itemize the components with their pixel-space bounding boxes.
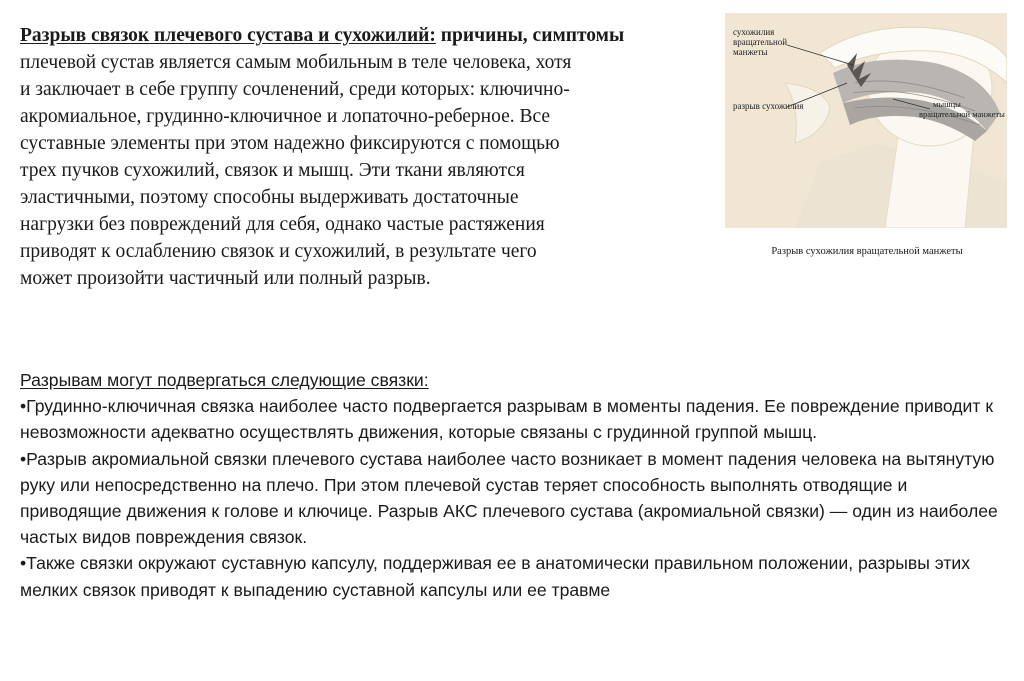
- label-tendons-2: вращательной: [733, 37, 788, 47]
- intro-line: нагрузки без повреждений для себя, однако частые растяжения: [20, 214, 545, 235]
- ligaments-section: [20, 367, 1010, 603]
- intro-line: эластичными, поэтому способны выдерживать достаточные: [20, 187, 519, 208]
- ligament-bullet: •Разрыв акромиальной связки плечевого сустава наиболее часто возникает в момент падения человека на вытянутую руку или непосредственно на плечо. При этом плечевой сустав теряет способность выполнять отводящие и приводящие движения к голове и ключице. Разрыв АКС плечевого сустава (акромиальной связки) — один из наиболее частых видов повреждения связок.: [20, 448, 998, 548]
- ligament-bullet: •Также связки окружают суставную капсулу, поддерживая ее в анатомически правильном положении, разрывы этих мелких связок приводят к выпадению суставной капсулы или ее травме: [20, 553, 971, 600]
- label-rupture: разрыв сухожилия: [733, 101, 804, 111]
- label-muscles-2: вращательной манжеты: [919, 109, 1005, 119]
- intro-line: акромиальное, грудинно-ключичное и лопаточно-реберное. Все: [20, 106, 551, 127]
- label-muscles-1: мышцы: [933, 99, 961, 109]
- intro-block: [20, 22, 720, 292]
- shoulder-drawing: [725, 13, 1007, 228]
- ligament-bullet: •Грудинно-ключичная связка наиболее часто подвергается разрывам в моменты падения. Ее повреждение приводит к невозможности адекватно осуществлять движения, которые связаны с грудинной группой мышц.: [20, 396, 994, 443]
- title-underlined: Разрыв связок плечевого сустава и сухожилий:: [20, 25, 436, 46]
- label-tendons-1: сухожилия: [733, 27, 775, 37]
- intro-line: и заключает в себе группу сочленений, среди которых: ключично-: [20, 79, 570, 100]
- intro-line: приводят к ослаблению связок и сухожилий, в результате чего: [20, 241, 537, 262]
- intro-line: суставные элементы при этом надежно фиксируются с помощью: [20, 133, 560, 154]
- intro-line: плечевой сустав является самым мобильным в теле человека, хотя: [20, 52, 572, 73]
- label-tendons-3: манжеты: [733, 47, 768, 57]
- intro-line: трех пучков сухожилий, связок и мышц. Эти ткани являются: [20, 160, 525, 181]
- ligaments-heading: Разрывам могут подвергаться следующие связки:: [20, 370, 429, 390]
- figure-caption: Разрыв сухожилия вращательной манжеты: [771, 246, 963, 257]
- shoulder-illustration: [725, 13, 1007, 228]
- intro-line: может произойти частичный или полный разрыв.: [20, 268, 431, 289]
- title-rest: причины, симптомы: [435, 25, 625, 46]
- page-title: [20, 22, 720, 49]
